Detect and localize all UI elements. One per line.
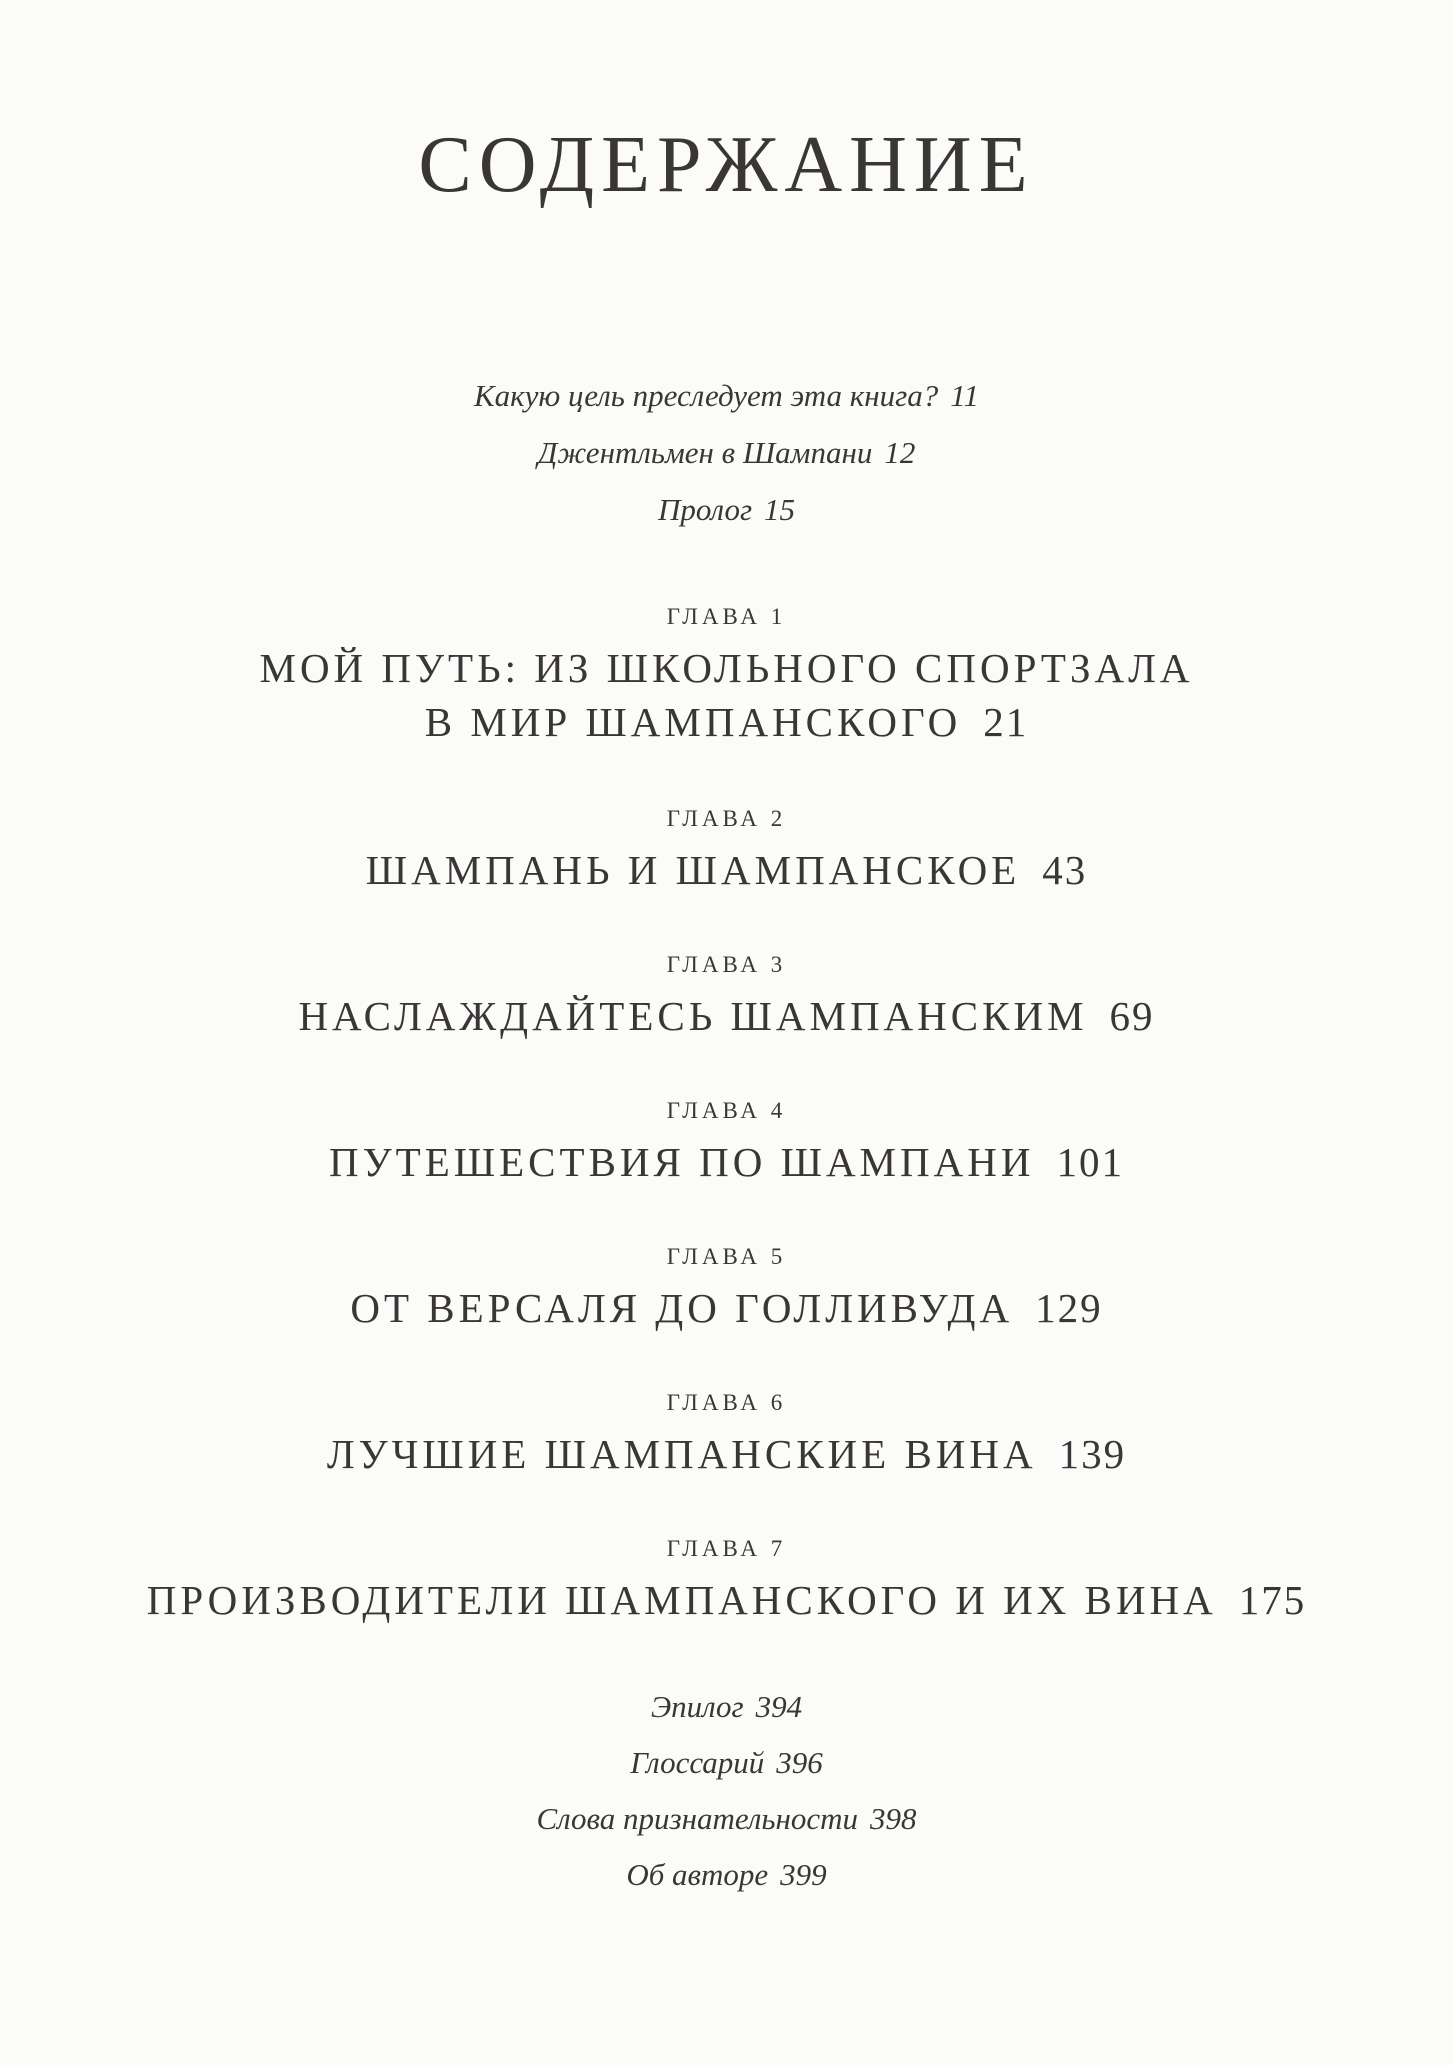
entry-title: Об авторе [626,1857,769,1892]
back-matter-list [0,1686,1453,1910]
chapter-title-text: ОТ ВЕРСАЛЯ ДО ГОЛЛИВУДА [350,1285,1014,1331]
entry-title: Какую цель преследует эта книга? [474,378,939,413]
chapter-title [0,1281,1453,1335]
entry-page-number: 12 [884,435,916,470]
entry-page-number: 11 [950,378,979,413]
toc-chapter-6[interactable] [0,1389,1453,1481]
chapter-page-number: 129 [1035,1285,1103,1331]
chapter-title-text: ПРОИЗВОДИТЕЛИ ШАМПАНСКОГО И ИХ ВИНА [146,1577,1217,1623]
chapter-title [0,1427,1453,1481]
chapter-title-text: НАСЛАЖДАЙТЕСЬ ШАМПАНСКИМ [298,993,1088,1039]
toc-entry-about-author[interactable] [0,1854,1453,1910]
toc-entry-epilogue[interactable] [0,1686,1453,1742]
toc-entry-gentleman[interactable] [0,432,1453,489]
chapter-page-number: 21 [983,699,1029,745]
chapter-title-text: ШАМПАНЬ И ШАМПАНСКОЕ [365,847,1021,893]
chapter-title-text: В МИР ШАМПАНСКОГО [424,699,962,745]
chapter-title-line-2 [0,695,1453,749]
toc-chapter-3[interactable] [0,951,1453,1043]
chapter-label: ГЛАВА 1 [666,604,787,629]
entry-title: Глоссарий [630,1745,765,1780]
chapter-title-line: МОЙ ПУТЬ: ИЗ ШКОЛЬНОГО СПОРТЗАЛА [259,645,1194,691]
entry-page-number: 399 [780,1857,827,1892]
page-title: СОДЕРЖАНИЕ [418,121,1035,209]
toc-chapter-4[interactable] [0,1097,1453,1189]
chapter-label: ГЛАВА 3 [666,952,787,977]
toc-entry-acknowledgements[interactable] [0,1798,1453,1854]
chapter-label: ГЛАВА 4 [666,1098,787,1123]
toc-chapter-1[interactable] [0,603,1453,749]
toc-chapter-5[interactable] [0,1243,1453,1335]
chapter-label: ГЛАВА 7 [666,1536,787,1561]
chapter-page-number: 43 [1042,847,1088,893]
chapter-title [0,989,1453,1043]
toc-chapter-2[interactable] [0,805,1453,897]
front-matter-list [0,375,1453,546]
entry-page-number: 15 [764,492,796,527]
chapter-label: ГЛАВА 5 [666,1244,787,1269]
chapter-page-number: 69 [1109,993,1155,1039]
entry-title: Пролог [657,492,753,527]
chapter-title-text: ПУТЕШЕСТВИЯ ПО ШАМПАНИ [329,1139,1035,1185]
entry-title: Эпилог [650,1689,744,1724]
entry-page-number: 398 [870,1801,917,1836]
chapter-page-number: 139 [1058,1431,1127,1477]
toc-entry-purpose[interactable] [0,375,1453,432]
chapter-title-text: ЛУЧШИЕ ШАМПАНСКИЕ ВИНА [326,1431,1037,1477]
entry-page-number: 396 [776,1745,823,1780]
entry-page-number: 394 [755,1689,803,1724]
toc-entry-prologue[interactable] [0,489,1453,546]
chapter-page-number: 175 [1238,1577,1307,1623]
chapter-title [0,641,1453,749]
toc-chapter-7[interactable] [0,1535,1453,1627]
chapter-page-number: 101 [1056,1139,1124,1185]
toc-entry-glossary[interactable] [0,1742,1453,1798]
chapter-label: ГЛАВА 2 [666,806,787,831]
chapter-label: ГЛАВА 6 [666,1390,787,1415]
chapter-title [0,843,1453,897]
entry-title: Джентльмен в Шампани [537,435,873,470]
entry-title: Слова признательности [536,1801,859,1836]
chapter-title [0,1135,1453,1189]
chapter-title [0,1573,1453,1627]
